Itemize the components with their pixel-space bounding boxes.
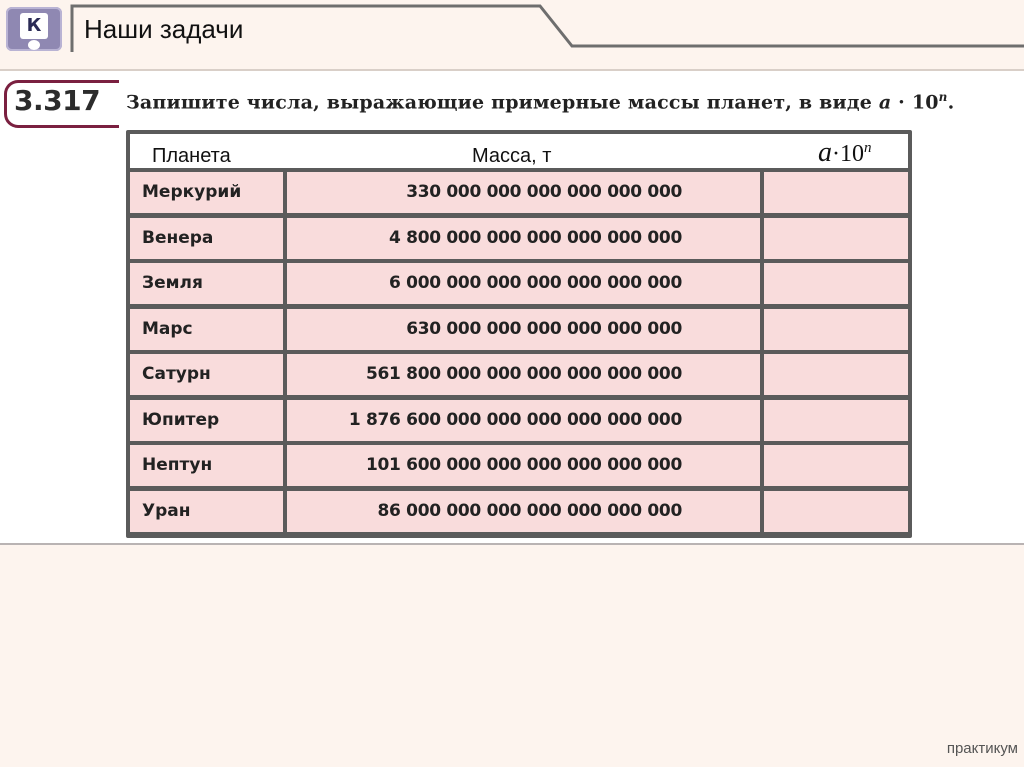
- planet-name: Венера: [142, 227, 214, 248]
- header-exp-n: n: [864, 140, 872, 156]
- mass-cell: [287, 263, 760, 304]
- standard-form-cell: [764, 491, 908, 532]
- mass-cell: [287, 445, 760, 486]
- standard-form-cell: [764, 445, 908, 486]
- footer-label: практикум: [946, 740, 1018, 757]
- planet-name: Сатурн: [142, 364, 211, 384]
- mass-cell: [287, 400, 760, 441]
- mass-value: 630 000 000 000 000 000 000: [406, 318, 682, 339]
- planet-cell: [130, 309, 283, 350]
- header-planet: Планета: [152, 145, 231, 167]
- mass-value: 4 800 000 000 000 000 000 000: [389, 227, 682, 248]
- task-end: .: [947, 91, 955, 114]
- table-header: [130, 134, 908, 168]
- planet-cell: [130, 445, 283, 486]
- planet-name: Нептун: [142, 455, 213, 475]
- header-mass: Масса, т: [472, 145, 552, 167]
- mass-value: 1 876 600 000 000 000 000 000 000: [348, 409, 682, 430]
- header-exp-base: 10: [840, 141, 864, 167]
- planet-name: Меркурий: [142, 182, 242, 202]
- task-base: 10: [911, 91, 939, 114]
- planet-cell: [130, 218, 283, 259]
- task-dot: ·: [898, 91, 905, 114]
- header-exp-dot: ·: [832, 141, 840, 167]
- exercise-number: 3.317: [14, 84, 101, 117]
- standard-form-cell: [764, 263, 908, 304]
- planet-cell: [130, 263, 283, 304]
- mass-value: 561 800 000 000 000 000 000 000: [365, 364, 682, 384]
- standard-form-cell: [764, 354, 908, 395]
- mass-cell: [287, 354, 760, 395]
- planet-mass-table: [126, 130, 912, 538]
- table-row: [130, 263, 908, 304]
- mass-value: 86 000 000 000 000 000 000 000: [377, 500, 682, 521]
- standard-form-cell: [764, 172, 908, 213]
- standard-form-cell: [764, 309, 908, 350]
- table-row: [130, 491, 908, 532]
- table-row: [130, 218, 908, 259]
- planet-name: Юпитер: [142, 409, 220, 430]
- mass-cell: [287, 309, 760, 350]
- planet-cell: [130, 172, 283, 213]
- mass-cell: [287, 491, 760, 532]
- planet-cell: [130, 400, 283, 441]
- task-var-a: a: [878, 91, 892, 114]
- table-row: [130, 309, 908, 350]
- planet-name: Земля: [142, 273, 203, 293]
- task-main: Запишите числа, выражающие примерные массы планет, в виде: [126, 91, 872, 114]
- mass-value: 6 000 000 000 000 000 000 000: [389, 273, 682, 293]
- mass-cell: [287, 218, 760, 259]
- panel-divider: [0, 543, 1024, 545]
- table-row: [130, 400, 908, 441]
- planet-name: Уран: [142, 500, 191, 521]
- mass-cell: [287, 172, 760, 213]
- mass-value: 330 000 000 000 000 000 000: [406, 182, 682, 202]
- standard-form-cell: [764, 218, 908, 259]
- planet-name: Марс: [142, 318, 193, 339]
- task-exp: n: [938, 90, 948, 104]
- table-row: [130, 354, 908, 395]
- table-row: [130, 172, 908, 213]
- mass-value: 101 600 000 000 000 000 000 000: [365, 455, 682, 475]
- page-title: Наши задачи: [84, 14, 244, 44]
- table-row: [130, 445, 908, 486]
- badge-letter: К: [20, 13, 48, 39]
- header-standard-form: [818, 137, 872, 169]
- planet-cell: [130, 491, 283, 532]
- task-text: [126, 90, 954, 113]
- header: [0, 0, 1024, 70]
- header-exp-a: a: [818, 137, 832, 168]
- planet-cell: [130, 354, 283, 395]
- standard-form-cell: [764, 400, 908, 441]
